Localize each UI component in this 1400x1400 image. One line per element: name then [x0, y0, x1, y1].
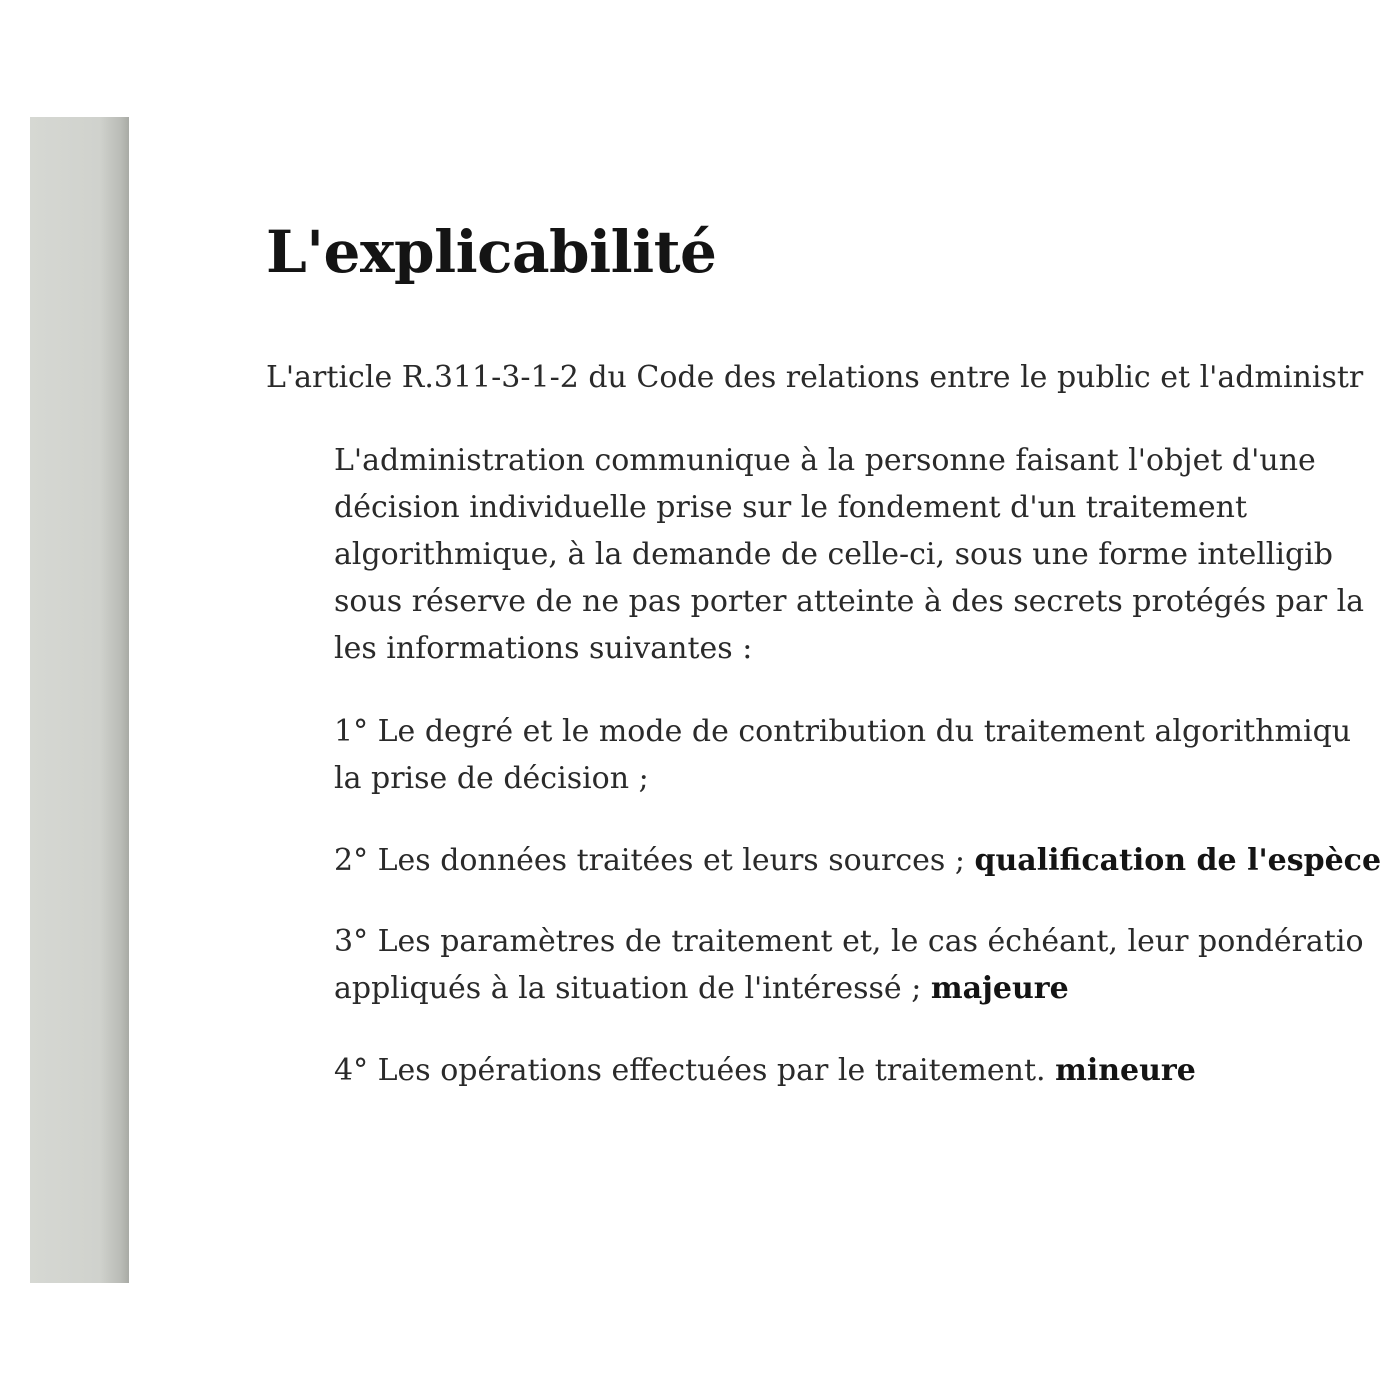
list-item-4	[334, 1047, 1196, 1094]
list-item-2	[334, 837, 1381, 884]
list-item-text: 4° Les opérations effectuées par le traitement.	[334, 1053, 1056, 1088]
quote-main-paragraph	[334, 437, 1364, 672]
list-item-line: 3° Les paramètres de traitement et, le cas échéant, leur pondératio	[334, 924, 1364, 959]
intro-paragraph: L'article R.311-3-1-2 du Code des relations entre le public et l'administr	[266, 360, 1364, 395]
slide-title: L'explicabilité	[266, 218, 717, 286]
quote-line: les informations suivantes :	[334, 631, 753, 666]
keyword-majeure: majeure	[930, 971, 1069, 1006]
quote-line: sous réserve de ne pas porter atteinte à des secrets protégés par la	[334, 584, 1365, 619]
quote-line: algorithmique, à la demande de celle-ci, sous une forme intelligib	[334, 537, 1333, 572]
list-item-line	[334, 965, 1364, 1012]
keyword-qualification: qualification de l'espèce	[974, 843, 1382, 878]
keyword-mineure: mineure	[1055, 1053, 1196, 1088]
quote-line: décision individuelle prise sur le fondement d'un traitement	[334, 490, 1248, 525]
list-item-line	[334, 1047, 1196, 1094]
list-item-line: 1° Le degré et le mode de contribution du traitement algorithmiqu	[334, 714, 1352, 749]
list-item-line	[334, 837, 1381, 884]
list-item-text: appliqués à la situation de l'intéressé ;	[334, 971, 931, 1006]
quote-line: L'administration communique à la personne faisant l'objet d'une	[334, 443, 1316, 478]
left-decorative-bar	[30, 117, 129, 1283]
slide-content	[266, 0, 1400, 1400]
list-item-1	[334, 708, 1351, 802]
list-item-3	[334, 918, 1364, 1012]
list-item-line: la prise de décision ;	[334, 761, 649, 796]
list-item-text: 2° Les données traitées et leurs sources ;	[334, 843, 975, 878]
